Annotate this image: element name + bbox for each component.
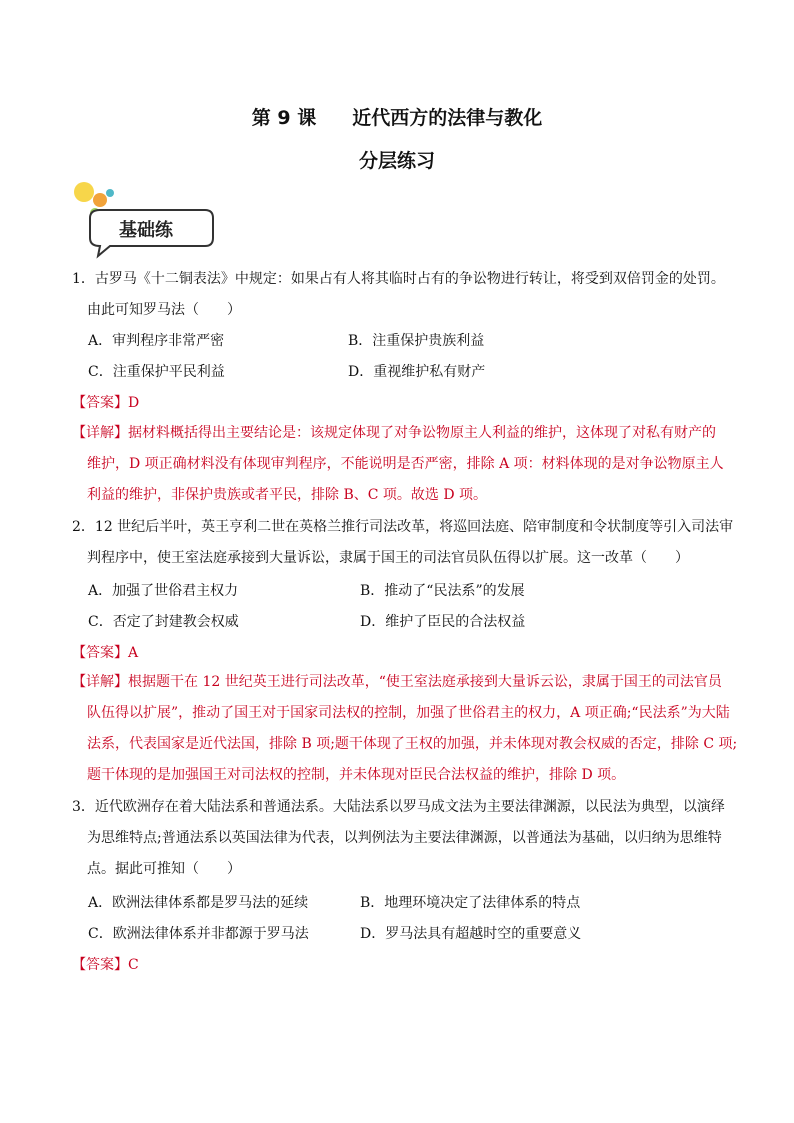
orange-dot <box>93 193 107 207</box>
detail-label: 【详解】 <box>72 425 128 441</box>
option-b: B．注重保护贵族利益 <box>348 333 485 349</box>
option-c: C．否定了封建教会权威 <box>88 614 239 630</box>
option-a: A．审判程序非常严密 <box>88 333 225 349</box>
detail-line: 法系，代表国家是近代法国，排除 B 项;题干体现了王权的加强，并未体现对教会权威的否定，排除 C 项; <box>87 736 738 752</box>
option-d: D．维护了臣民的合法权益 <box>360 614 526 630</box>
detail-line: 据材料概括得出主要结论是：该规定体现了对争讼物原主人利益的维护，这体现了对私有财产的 <box>128 425 716 441</box>
teal-dot <box>106 189 114 197</box>
detail-label: 【详解】 <box>72 674 128 690</box>
detail-line: 利益的维护，非保护贵族或者平民，排除 B、C 项。故选 D 项。 <box>87 487 488 503</box>
detail-2 <box>72 667 737 791</box>
detail-line: 根据题干在 12 世纪英王进行司法改革，“使王室法庭承接到大量诉云讼，隶属于国王的司法官员 <box>128 674 722 690</box>
option-d: D．重视维护私有财产 <box>348 364 486 380</box>
detail-1 <box>72 418 724 511</box>
answer-label: 【答案】 <box>72 645 128 661</box>
lesson-name: 近代西方的法律与教化 <box>352 107 543 129</box>
question-line: 由此可知罗马法（ ） <box>87 302 241 318</box>
answer-3 <box>72 954 139 974</box>
option-a: A．加强了世俗君主权力 <box>88 583 239 599</box>
option-c: C．注重保护平民利益 <box>88 364 225 380</box>
question-1 <box>72 264 725 326</box>
lesson-number: 第 9 课 <box>251 107 317 129</box>
question-line: 为思维特点;普通法系以英国法律为代表，以判例法为主要法律渊源，以普通法为基础，以归纳为思维特 <box>87 830 722 846</box>
option-d: D．罗马法具有超越时空的重要意义 <box>360 926 582 942</box>
question-line: 1．古罗马《十二铜表法》中规定：如果占有人将其临时占有的争讼物进行转让，将受到双倍罚金的处罚。 <box>72 271 725 287</box>
detail-line: 题干体现的是加强国王对司法权的控制，并未体现对臣民合法权益的维护，排除 D 项。 <box>87 767 626 783</box>
detail-line: 维护，D 项正确材料没有体现审判程序，不能说明是否严密，排除 A 项：材料体现的是对争讼物原主人 <box>87 456 724 472</box>
answer-1 <box>72 392 139 412</box>
question-line: 2．12 世纪后半叶，英王亨利二世在英格兰推行司法改革，将巡回法庭、陪审制度和令状制度等引入司法审 <box>72 519 734 535</box>
detail-line: 队伍得以扩展”，推动了国王对于国家司法权的控制，加强了世俗君主的权力，A 项正确;“民法系”为大陆 <box>87 705 730 721</box>
lesson-title <box>0 103 794 130</box>
answer-value: D <box>128 395 140 411</box>
option-b: B．地理环境决定了法律体系的特点 <box>360 895 581 911</box>
option-c: C．欧洲法律体系并非都源于罗马法 <box>88 926 309 942</box>
question-line: 判程序中，使王室法庭承接到大量诉讼，隶属于国王的司法官员队伍得以扩展。这一改革（ ） <box>87 550 689 566</box>
answer-value: A <box>128 645 139 661</box>
answer-2 <box>72 642 138 662</box>
yellow-dot <box>74 182 94 202</box>
answer-label: 【答案】 <box>72 957 128 973</box>
answer-value: C <box>128 957 139 973</box>
page-subtitle: 分层练习 <box>358 150 435 172</box>
question-3 <box>72 792 725 885</box>
answer-label: 【答案】 <box>72 395 128 411</box>
badge-label: 基础练 <box>119 220 173 241</box>
option-a: A．欧洲法律体系都是罗马法的延续 <box>88 895 309 911</box>
option-b: B．推动了“民法系”的发展 <box>360 583 525 599</box>
question-line: 点。据此可推知（ ） <box>87 861 241 877</box>
question-2 <box>72 512 733 574</box>
question-line: 3．近代欧洲存在着大陆法系和普通法系。大陆法系以罗马成文法为主要法律渊源，以民法为典型，以演绎 <box>72 799 725 815</box>
